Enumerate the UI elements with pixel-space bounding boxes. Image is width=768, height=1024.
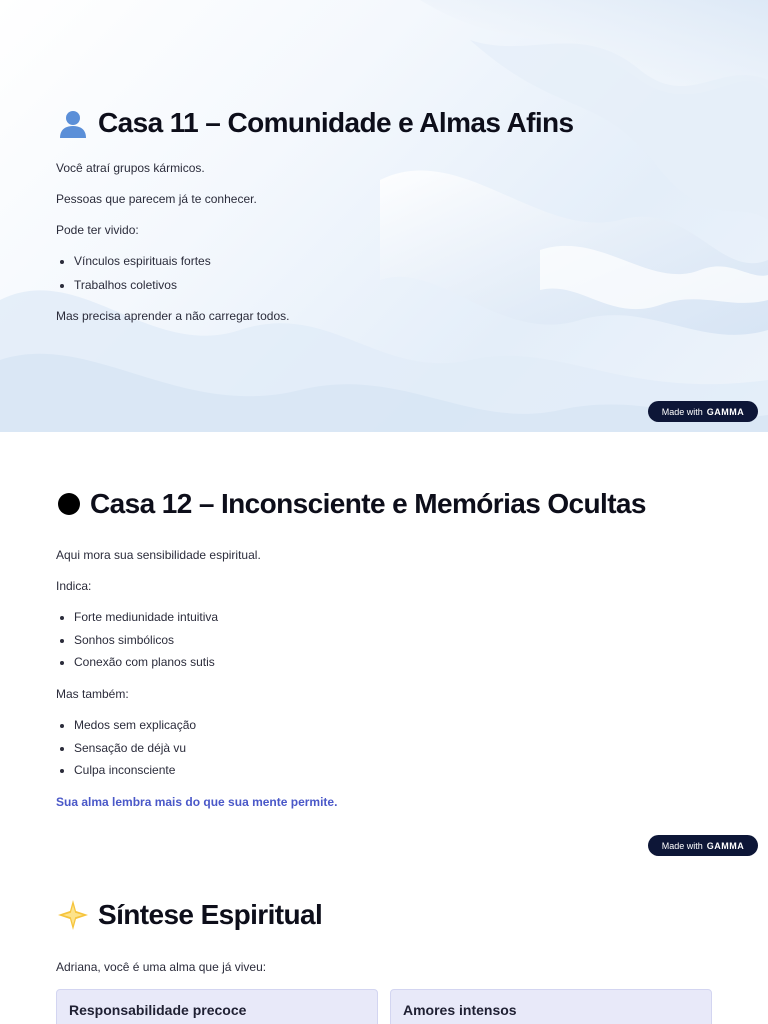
list-item: Trabalhos coletivos	[56, 278, 211, 294]
wave-background	[0, 0, 768, 432]
slide-casa-11	[0, 0, 768, 432]
card	[56, 989, 378, 1024]
slide-3-title-row	[56, 898, 716, 932]
made-with-gamma-badge[interactable]	[648, 401, 758, 422]
person-silhouette-icon	[56, 106, 90, 140]
page-title: Casa 11 – Comunidade e Almas Afins	[98, 106, 574, 138]
badge-prefix: Made with	[661, 406, 703, 417]
paragraph: Adriana, você é uma alma que já viveu:	[56, 960, 267, 974]
paragraph: Mas também:	[56, 687, 129, 701]
list-item: Vínculos espirituais fortes	[56, 254, 211, 270]
slide-2-content	[56, 487, 716, 521]
highlight-text: Sua alma lembra mais do que sua mente permite.	[56, 795, 338, 809]
slide-casa-12	[0, 432, 768, 864]
list-item: Conexão com planos sutis	[56, 655, 218, 671]
bullet-list	[56, 610, 218, 671]
list-item: Sensação de déjà vu	[56, 741, 196, 757]
paragraph: Pessoas que parecem já te conhecer.	[56, 192, 257, 206]
list-item: Culpa inconsciente	[56, 763, 196, 779]
list-item: Forte mediunidade intuitiva	[56, 610, 218, 626]
slide-1-title-row	[56, 106, 716, 140]
slide-2-title-row	[56, 487, 716, 521]
glowing-star-icon	[56, 898, 90, 932]
paragraph: Aqui mora sua sensibilidade espiritual.	[56, 548, 261, 562]
slide-sintese	[0, 864, 768, 1024]
bullet-list	[56, 254, 211, 293]
slide-3-content	[56, 898, 716, 932]
badge-prefix: Made with	[661, 840, 703, 851]
page-title: Síntese Espiritual	[98, 898, 323, 930]
list-item: Sonhos simbólicos	[56, 633, 218, 649]
card-row	[56, 989, 712, 1024]
paragraph: Pode ter vivido:	[56, 223, 139, 237]
card	[390, 989, 712, 1024]
paragraph: Indica:	[56, 579, 92, 593]
bullet-list	[56, 718, 196, 779]
slide-1-content	[56, 106, 716, 140]
black-circle-icon	[56, 487, 82, 521]
card-title: Responsabilidade precoce	[69, 1002, 247, 1018]
gamma-logo-text: GAMMA	[706, 406, 745, 417]
paragraph: Mas precisa aprender a não carregar todos.	[56, 309, 290, 323]
card-title: Amores intensos	[403, 1002, 517, 1018]
page-title: Casa 12 – Inconsciente e Memórias Ocultas	[90, 487, 646, 519]
paragraph: Você atraí grupos kármicos.	[56, 161, 205, 175]
made-with-gamma-badge[interactable]	[648, 835, 758, 856]
list-item: Medos sem explicação	[56, 718, 196, 734]
gamma-logo-text: GAMMA	[706, 840, 745, 851]
